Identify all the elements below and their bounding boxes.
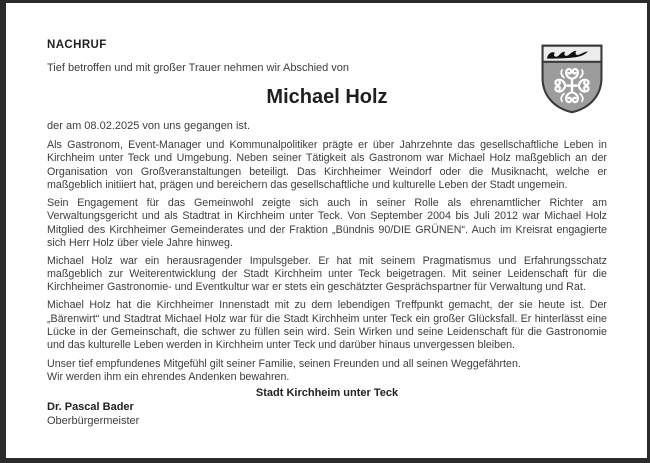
issuer-city: Stadt Kirchheim unter Teck [255,387,399,400]
section-kicker: NACHRUF [47,39,107,51]
date-line: der am 08.02.2025 von uns gegangen ist. [47,120,251,132]
paragraph-impulsgeber: Michael Holz war ein herausragender Impulsgeber. Er hat mit seinem Pragmatismus und Erfahrungsschatz maßgeblich zur Weiterentwicklung der Stadt Kirchheim unter Teck beigetragen. Mit seiner Leidenschaft für die Kirchheimer Gastronomie- und Eventkultur war er stets ein geschätzter Gesprächspartner für Verwaltung und Rat. [47,254,607,294]
signature-name: Dr. Pascal Bader [47,401,134,414]
condolence-line: Unser tief empfundenes Mitgefühl gilt seiner Familie, seinen Freunden und all seinen Weggefährten. [47,357,521,370]
paragraph-career: Als Gastronom, Event-Manager und Kommunalpolitiker prägte er über Jahrzehnte das gesellschaftliche Leben in Kirchheim unter Teck und Umgebung. Neben seiner Tätigkeit als Gastronom war Michael Holz maßgeblich an der Organisation von Großveranstaltungen beteiligt. Das Kirchheimer Weindorf oder die Musiknacht, welche er maßgeblich initiiert hat, prägen und bereichern das gesellschaftliche und kulturelle Leben der Stadt ungemein. [47,139,607,192]
paragraph-public-service: Sein Engagement für das Gemeinwohl zeigte sich auch in seiner Rolle als ehrenamtlicher Richter am Verwaltungsgericht und als Stadtrat in Kirchheim unter Teck. Von September 2004 bis Juli 2012 war Michael Holz Mitglied des Kirchheimer Gemeinderates und der Fraktion „Bündnis 90/DIE GRÜNEN“. Auch im Kreisrat engagierte sich Herr Holz über viele Jahre hinweg. [47,196,607,249]
paragraph-legacy: Michael Holz hat die Kirchheimer Innenstadt mit zu dem lebendigen Treffpunkt gemacht, der sie heute ist. Der „Bärenwirt“ und Stadtrat Michael Holz war für die Stadt Kirchheim unter Teck ein großer Glücksfall. Er hinterlässt eine Lücke in der Gemeinschaft, die schwer zu füllen sein wird. Sein Wirken und seine Leidenschaft für die Gastronomie und das kulturelle Leben werden in Kirchheim unter Teck und darüber hinaus unvergessen bleiben. [47,299,607,352]
deceased-name: Michael Holz [266,86,388,108]
intro-line: Tief betroffen und mit großer Trauer nehmen wir Abschied von [47,62,350,74]
kirchheim-unter-teck-coat-of-arms-icon [534,39,610,117]
signature-title: Oberbürgermeister [47,414,140,427]
remembrance-line: Wir werden ihm ein ehrendes Andenken bewahren. [47,371,290,383]
